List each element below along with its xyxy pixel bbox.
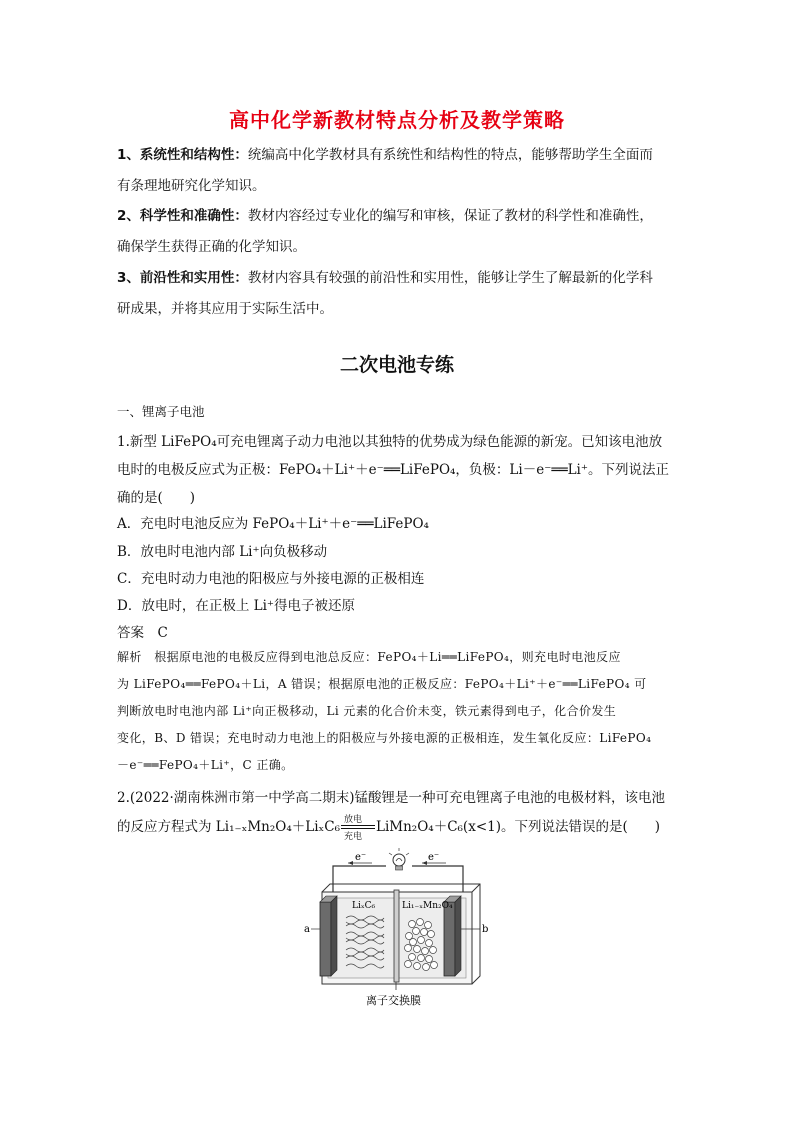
question-2-stem: 2.(2022·湖南株洲市第一中学高二期末)锰酸锂是一种可充电锂离子电池的电极材料，该电池 bbox=[117, 790, 666, 806]
equation-right: LiMn₂O₄＋C₆(x<1)。下列说法错误的是( ) bbox=[376, 819, 661, 835]
explanation-line: 为 LiFePO₄══FePO₄＋Li，A 错误；根据原电池的正极反应：FePO₄＋Li⁺＋e⁻══LiFePO₄ 可 bbox=[117, 677, 647, 691]
question-1-stem: 1.新型 LiFePO₄可充电锂离子动力电池以其独特的优势成为绿色能源的新宠。已知该电池放 bbox=[117, 434, 663, 450]
feature-item bbox=[117, 201, 687, 263]
option-d: D．放电时，在正极上 Li⁺得电子被还原 bbox=[117, 598, 356, 614]
bulb-icon bbox=[389, 848, 409, 870]
subsection-heading: 一、锂离子电池 bbox=[117, 404, 205, 419]
page-title: 高中化学新教材特点分析及教学策略 bbox=[229, 108, 565, 132]
electron-arrow-left bbox=[348, 852, 372, 865]
question-1-stem: 确的是( ) bbox=[117, 490, 196, 506]
electrode-a-label: a bbox=[304, 924, 310, 935]
electrode-a bbox=[320, 896, 337, 976]
battery-diagram bbox=[300, 846, 500, 1011]
discharge-label: 放电 bbox=[344, 814, 363, 825]
ion-exchange-membrane bbox=[394, 890, 399, 990]
feature-label: 3、前沿性和实用性： bbox=[117, 270, 248, 286]
reaction-arrow bbox=[340, 814, 376, 842]
option-b: B．放电时电池内部 Li⁺向负极移动 bbox=[117, 544, 328, 560]
feature-text: 教材内容具有较强的前沿性和实用性，能够让学生了解最新的化学科 bbox=[247, 270, 653, 286]
electrode-b-label: b bbox=[482, 924, 489, 935]
feature-text: 统编高中化学教材具有系统性和结构性的特点，能够帮助学生全面而 bbox=[247, 147, 653, 163]
equation-left: 的反应方程式为 Li₁₋ₓMn₂O₄＋LiₓC₆ bbox=[117, 819, 340, 835]
explanation-line: 解析 根据原电池的电极反应得到电池总反应：FePO₄＋Li══LiFePO₄，则充电时电池反应 bbox=[117, 650, 621, 664]
question-1-stem: 电时的电极反应式为正极：FePO₄＋Li⁺＋e⁻══LiFePO₄，负极：Li－e⁻══Li⁺。下列说法正 bbox=[117, 462, 669, 478]
explanation-line: 判断放电时电池内部 Li⁺向正极移动，Li 元素的化合价未变，铁元素得到电子，化合价发生 bbox=[117, 704, 617, 718]
section-title: 二次电池专练 bbox=[339, 354, 454, 376]
svg-text:e⁻: e⁻ bbox=[428, 852, 440, 863]
feature-text: 研成果，并将其应用于实际生活中。 bbox=[117, 301, 333, 317]
feature-item bbox=[117, 140, 687, 202]
membrane-label: 离子交换膜 bbox=[366, 994, 421, 1007]
electron-arrow-right bbox=[422, 852, 446, 865]
feature-text: 教材内容经过专业化的编写和审核，保证了教材的科学性和准确性， bbox=[247, 208, 653, 224]
option-c: C．充电时动力电池的阳极应与外接电源的正极相连 bbox=[117, 571, 425, 587]
question-2-stem bbox=[117, 814, 661, 842]
left-material-label: LiₓC₆ bbox=[352, 901, 376, 911]
feature-text: 确保学生获得正确的化学知识。 bbox=[117, 239, 306, 255]
feature-item bbox=[117, 263, 687, 325]
feature-label: 1、系统性和结构性： bbox=[117, 147, 248, 163]
explanation-line: 变化，B、D 错误；充电时动力电池上的阳极应与外接电源的正极相连，发生氧化反应：LiFePO₄ bbox=[117, 731, 652, 745]
feature-text: 有条理地研究化学知识。 bbox=[117, 178, 266, 194]
right-material-label: Li₁₋ₓMn₂O₄ bbox=[402, 901, 453, 911]
explanation-line: －e⁻══FePO₄＋Li⁺，C 正确。 bbox=[117, 758, 294, 772]
answer: 答案 C bbox=[117, 625, 168, 641]
charge-label: 充电 bbox=[344, 831, 363, 842]
svg-text:e⁻: e⁻ bbox=[355, 852, 367, 863]
option-a: A．充电时电池反应为 FePO₄＋Li⁺＋e⁻══LiFePO₄ bbox=[117, 516, 429, 532]
feature-label: 2、科学性和准确性： bbox=[117, 208, 248, 224]
